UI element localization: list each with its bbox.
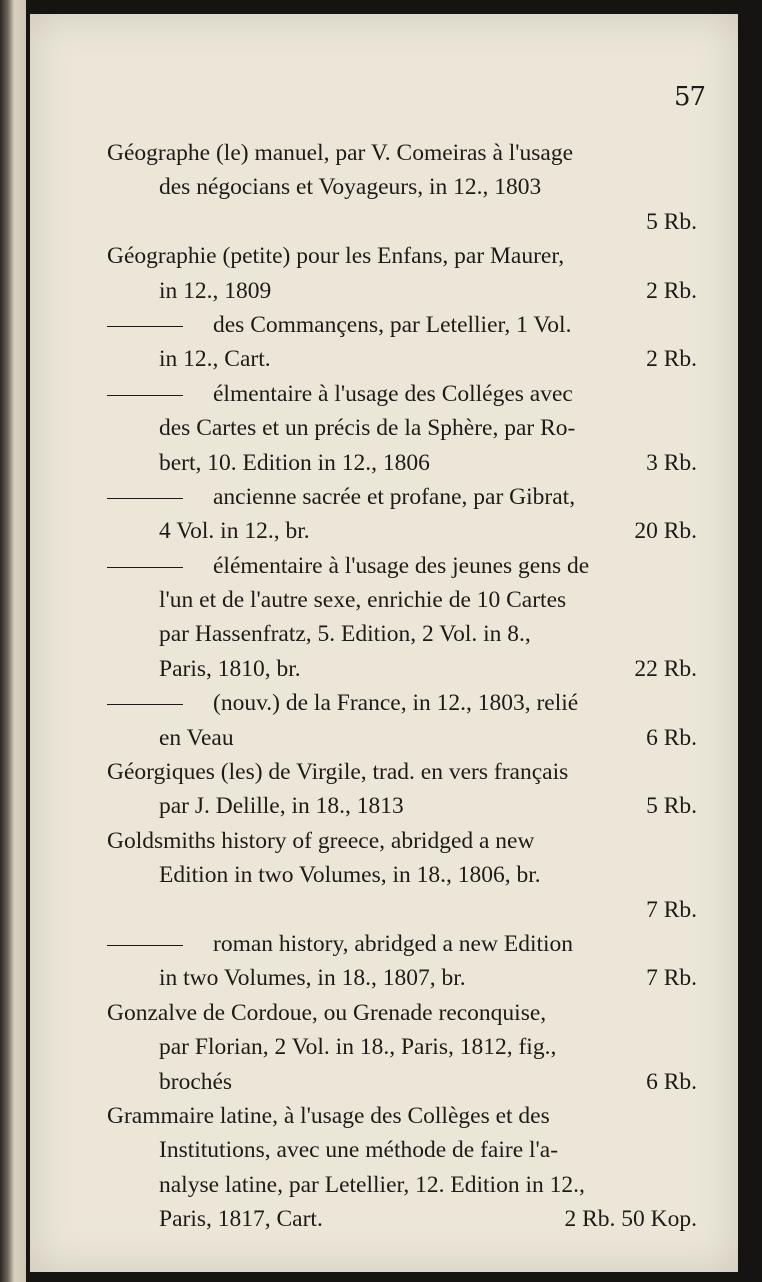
entry-text: (nouv.) de la France, in 12., 1803, relié <box>213 690 579 717</box>
ditto-dash <box>107 326 183 327</box>
entry-line <box>107 961 697 995</box>
entry-line <box>107 824 697 858</box>
entry-line <box>107 205 697 239</box>
catalogue-entry-gonzalve <box>107 996 697 1099</box>
entry-text: Géographie (petite) pour les Enfans, par Maurer, <box>107 243 565 270</box>
entry-line <box>107 411 697 445</box>
entry-line <box>107 342 697 376</box>
entry-line <box>107 377 697 411</box>
entry-price: 7 Rb. <box>646 896 697 923</box>
entry-text: in two Volumes, in 18., 1807, br. <box>159 965 466 992</box>
entry-line <box>107 686 697 720</box>
entry-text: Edition in two Volumes, in 18., 1806, br. <box>159 862 541 889</box>
entry-text: élmentaire à l'usage des Colléges avec <box>213 380 573 407</box>
entry-line <box>107 721 697 755</box>
entry-text: des négocians et Voyageurs, in 12., 1803 <box>159 174 542 201</box>
entry-line <box>107 755 697 789</box>
left-page-edge <box>0 0 26 1282</box>
entry-price: 5 Rb. <box>646 208 697 235</box>
entry-line <box>107 1168 697 1202</box>
entry-price: 2 Rb. <box>646 277 697 304</box>
catalogue-entry-commancens <box>107 308 697 377</box>
catalogue-entry-geographe-manuel <box>107 136 697 239</box>
entry-line <box>107 583 697 617</box>
ditto-dash <box>107 567 183 568</box>
entry-text: Paris, 1810, br. <box>159 655 301 682</box>
entry-line <box>107 549 697 583</box>
entry-text: in 12., Cart. <box>159 346 271 373</box>
catalogue-entry-grammaire-latine <box>107 1099 697 1237</box>
entry-text: bert, 10. Edition in 12., 1806 <box>159 449 430 476</box>
entry-text: des Cartes et un précis de la Sphère, par Ro- <box>159 415 576 442</box>
entry-line <box>107 274 697 308</box>
entry-line <box>107 170 697 204</box>
entry-price: 20 Rb. <box>634 518 697 545</box>
catalogue-entry-elementaire-colleges <box>107 377 697 480</box>
entry-text: roman history, abridged a new Edition <box>213 930 574 957</box>
catalogue-text <box>107 136 697 1237</box>
entry-text: 4 Vol. in 12., br. <box>159 518 310 545</box>
entry-line <box>107 858 697 892</box>
entry-line <box>107 1099 697 1133</box>
entry-text: in 12., 1809 <box>159 277 272 304</box>
entry-text: ancienne sacrée et profane, par Gibrat, <box>213 483 576 510</box>
entry-price: 22 Rb. <box>634 655 697 682</box>
entry-line <box>107 927 697 961</box>
entry-line <box>107 1133 697 1167</box>
catalogue-entry-georgiques <box>107 755 697 824</box>
entry-text: Goldsmiths history of greece, abridged a new <box>107 827 535 854</box>
entry-line <box>107 789 697 823</box>
entry-line <box>107 480 697 514</box>
entry-price: 2 Rb. <box>646 346 697 373</box>
entry-line <box>107 136 697 170</box>
entry-line <box>107 308 697 342</box>
page-number: 57 <box>674 82 706 112</box>
entry-text: Grammaire latine, à l'usage des Collèges et des <box>107 1102 550 1129</box>
entry-price: 6 Rb. <box>646 1068 697 1095</box>
entry-text: par Florian, 2 Vol. in 18., Paris, 1812, fig., <box>159 1034 557 1061</box>
entry-line <box>107 893 697 927</box>
entry-text: élémentaire à l'usage des jeunes gens de <box>213 552 590 579</box>
entry-line <box>107 652 697 686</box>
ditto-dash <box>107 945 183 946</box>
entry-line <box>107 446 697 480</box>
entry-line <box>107 239 697 273</box>
entry-line <box>107 1030 697 1064</box>
catalogue-entry-ancienne <box>107 480 697 549</box>
catalogue-entry-goldsmiths-greece <box>107 824 697 927</box>
entry-price: 7 Rb. <box>646 965 697 992</box>
ditto-dash <box>107 498 183 499</box>
entry-price: 5 Rb. <box>646 793 697 820</box>
entry-text: Géographe (le) manuel, par V. Comeiras à l'usage <box>107 140 574 166</box>
catalogue-entry-elementaire-jeunes-gens <box>107 549 697 687</box>
entry-price: 6 Rb. <box>646 724 697 751</box>
catalogue-entry-geographie-petite <box>107 239 697 308</box>
entry-text: Paris, 1817, Cart. <box>159 1206 323 1233</box>
entry-line <box>107 996 697 1030</box>
entry-line <box>107 514 697 548</box>
entry-text: par Hassenfratz, 5. Edition, 2 Vol. in 8., <box>159 621 531 648</box>
entry-text: des Commançens, par Letellier, 1 Vol. <box>213 311 572 338</box>
entry-text: en Veau <box>159 724 234 751</box>
entry-line <box>107 1065 697 1099</box>
entry-text: Gonzalve de Cordoue, ou Grenade reconquise, <box>107 999 547 1026</box>
catalogue-entry-roman-history <box>107 927 697 996</box>
entry-text: Institutions, avec une méthode de faire l'a- <box>159 1137 559 1164</box>
entry-line <box>107 1202 697 1236</box>
entry-text: Géorgiques (les) de Virgile, trad. en vers français <box>107 759 569 786</box>
entry-text: l'un et de l'autre sexe, enrichie de 10 Cartes <box>159 587 567 614</box>
entry-price: 3 Rb. <box>646 449 697 476</box>
catalogue-entry-nouv-france <box>107 686 697 755</box>
entry-price: 2 Rb. 50 Kop. <box>564 1206 697 1233</box>
ditto-dash <box>107 704 183 705</box>
ditto-dash <box>107 395 183 396</box>
entry-text: brochés <box>159 1068 233 1095</box>
entry-line <box>107 617 697 651</box>
entry-text: nalyse latine, par Letellier, 12. Edition in 12., <box>159 1171 585 1198</box>
entry-text: par J. Delille, in 18., 1813 <box>159 793 404 820</box>
